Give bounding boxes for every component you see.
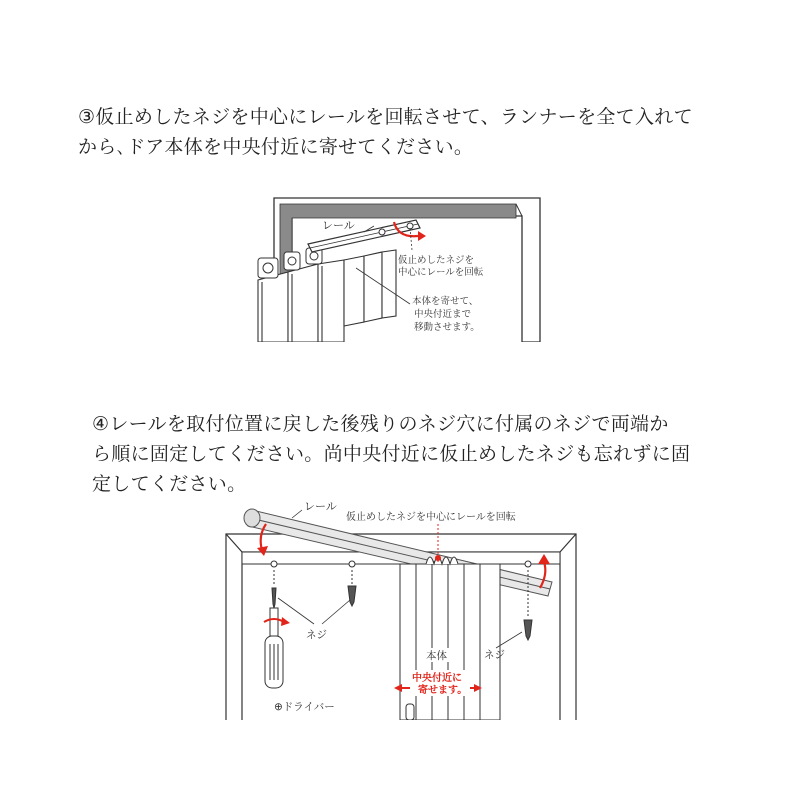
label-rotate-1: 仮止めしたネジを bbox=[398, 255, 475, 266]
label-rail: レール bbox=[304, 500, 337, 513]
label-screw-left: ネジ bbox=[306, 629, 327, 641]
step-3-line-2: から､ドア本体を中央付近に寄せてください。 bbox=[78, 136, 474, 158]
label-pivot: 仮止めしたネジを中心にレールを回転 bbox=[346, 512, 516, 523]
label-center-2: 寄せます。 bbox=[418, 685, 468, 696]
step-3-line-1: ③仮止めしたネジを中心にレールを回転させて、ランナーを全て入れて bbox=[78, 106, 693, 128]
arrow-head-icon bbox=[418, 231, 426, 241]
step-4-illustration bbox=[222, 498, 582, 720]
step-3-instruction bbox=[78, 102, 693, 162]
label-rotate-2: 中心にレールを回転 bbox=[398, 267, 484, 278]
screwdriver-icon bbox=[265, 588, 283, 688]
label-move-2: 中央付近まで bbox=[414, 309, 472, 320]
label-rail: レール bbox=[322, 219, 355, 232]
step-3-illustration bbox=[246, 192, 546, 342]
pivot-screw-icon bbox=[435, 555, 441, 561]
label-move-3: 移動させます。 bbox=[414, 322, 480, 333]
label-screw-right: ネジ bbox=[484, 649, 505, 661]
label-driver: ⊕ドライバー bbox=[274, 701, 335, 713]
door-panels bbox=[400, 564, 500, 720]
step-4-instruction bbox=[92, 409, 690, 499]
step-4-line-3: 定してください。 bbox=[92, 473, 247, 495]
label-center-1: 中央付近に bbox=[412, 673, 462, 684]
label-move-1: 本体を寄せて、 bbox=[412, 296, 479, 307]
label-body: 本体 bbox=[426, 650, 447, 662]
step-4-line-2: ら順に固定してください。尚中央付近に仮止めしたネジも忘れずに固 bbox=[92, 443, 691, 465]
step-4-line-1: ④レールを取付位置に戻した後残りのネジ穴に付属のネジで両端か bbox=[92, 413, 669, 435]
